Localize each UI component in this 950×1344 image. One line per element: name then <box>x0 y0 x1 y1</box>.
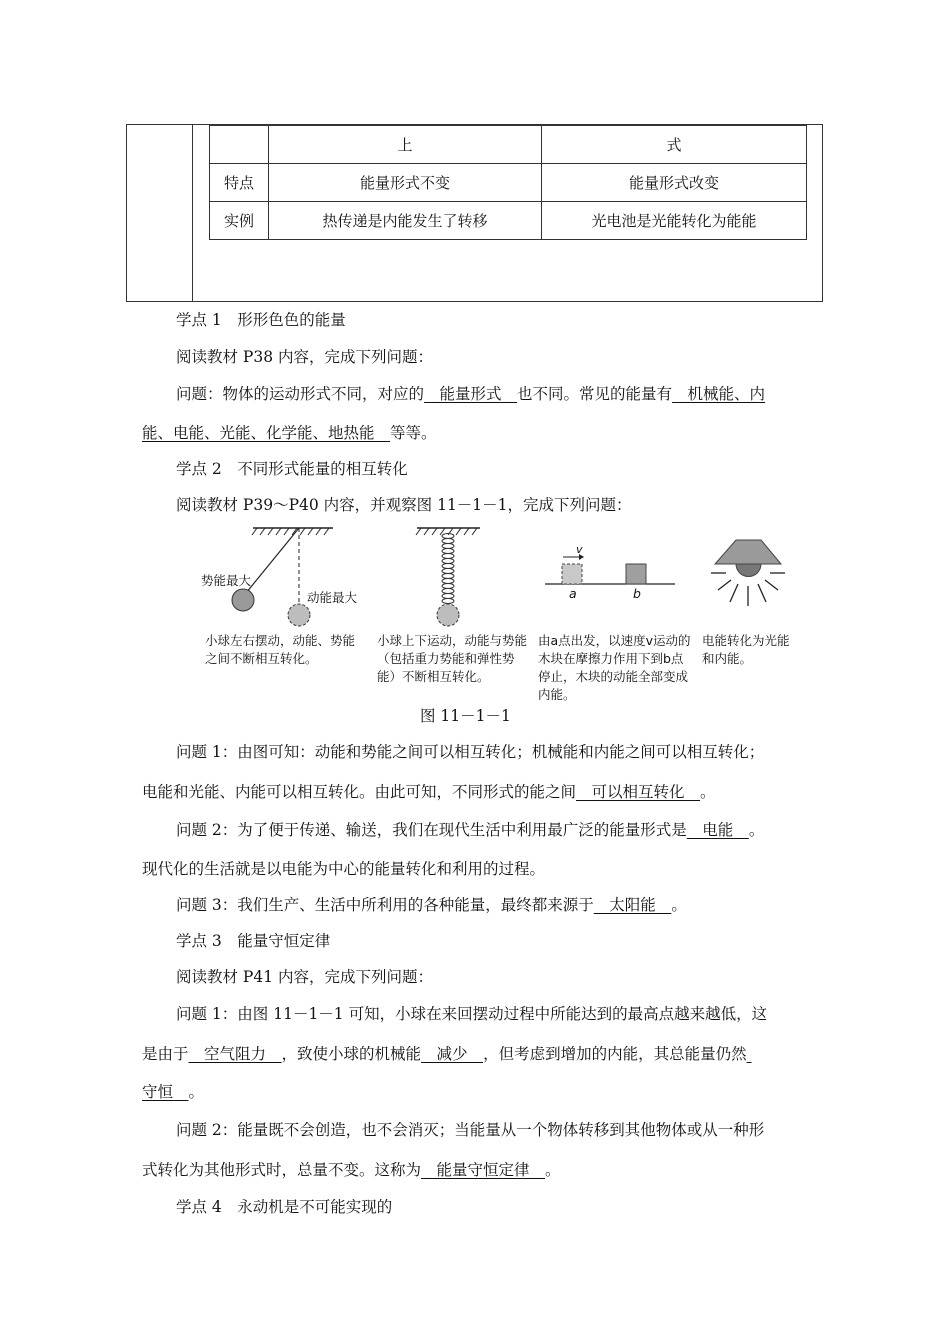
question-text: 。 <box>671 896 687 914</box>
section-2-q2-cont: 现代化的生活就是以电能为中心的能量转化和利用的过程。 <box>142 860 546 878</box>
label-potential-max: 势能最大 <box>201 573 252 588</box>
answer-blank <box>747 1045 752 1063</box>
section-3-q1-cont2 <box>142 1080 204 1102</box>
answer-blank: 机械能、内 <box>672 385 766 403</box>
figure-caption-pendulum: 小球左右摆动，动能、势能之间不断相互转化。 <box>205 633 356 666</box>
section-3-title: 学点 3 能量守恒定律 <box>176 932 331 950</box>
question-text: 。 <box>545 1161 561 1179</box>
lamp-diagram <box>711 540 785 606</box>
answer-blank: 电能 <box>686 821 749 839</box>
section-2-q3 <box>176 893 687 915</box>
table-cell: 实例 <box>210 202 269 240</box>
answer-blank: 空气阻力 <box>188 1045 282 1063</box>
table-header-row <box>210 126 807 164</box>
label-velocity: v <box>576 543 583 556</box>
section-3-q1-cont <box>142 1042 752 1064</box>
section-2-q1: 问题 1：由图可知：动能和势能之间可以相互转化；机械能和内能之间可以相互转化； <box>176 743 765 761</box>
figure-caption-spring: 小球上下运动，动能与势能（包括重力势能和弹性势能）不断相互转化。 <box>377 633 528 684</box>
question-text: 问题 2：为了便于传递、输送，我们在现代生活中利用最广泛的能量形式是 <box>176 821 687 839</box>
section-2-title: 学点 2 不同形式能量的相互转化 <box>176 460 408 478</box>
table-cell: 式 <box>542 126 807 164</box>
figure-drawing <box>195 520 795 720</box>
section-1-question-cont <box>142 421 437 443</box>
section-1-question <box>176 382 765 404</box>
answer-blank: 可以相互转化 <box>576 783 701 801</box>
question-text: 是由于 <box>142 1045 189 1063</box>
section-2-q1-cont <box>142 780 716 802</box>
question-text: 问题 3：我们生产、生活中所利用的各种能量，最终都来源于 <box>176 896 594 914</box>
table-cell: 光电池是光能转化为能能 <box>542 202 807 240</box>
question-text: 电能和光能、内能可以相互转化。由此可知，不同形式的能之间 <box>142 783 577 801</box>
answer-blank: 守恒 <box>142 1083 189 1101</box>
answer-blank: 能量形式 <box>424 385 518 403</box>
table-cell <box>210 126 269 164</box>
answer-blank: 能量守恒定律 <box>421 1161 546 1179</box>
question-text: 等等。 <box>390 424 437 442</box>
section-3-q2: 问题 2：能量既不会创造，也不会消灭；当能量从一个物体转移到其他物体或从一种形 <box>176 1121 765 1139</box>
section-2-intro: 阅读教材 P39～P40 内容，并观察图 11－1－1，完成下列问题： <box>176 496 632 514</box>
question-text: ，但考虑到增加的内能，其总能量仍然 <box>483 1045 747 1063</box>
label-point-a: a <box>569 586 577 601</box>
question-text: 。 <box>700 783 716 801</box>
transfer-transform-table <box>209 125 807 240</box>
spring-diagram <box>416 528 480 626</box>
section-1-title: 学点 1 形形色色的能量 <box>176 311 346 329</box>
table-row <box>210 202 807 240</box>
section-3-q1: 问题 1：由图 11－1－1 可知，小球在来回摆动过程中所能达到的最高点越来越低，这 <box>176 1005 768 1023</box>
table-cell: 能量形式改变 <box>542 164 807 202</box>
label-point-b: b <box>633 586 641 601</box>
table-cell: 能量形式不变 <box>269 164 542 202</box>
table-cell: 热传递是内能发生了转移 <box>269 202 542 240</box>
answer-blank: 能、电能、光能、化学能、地热能 <box>142 424 391 442</box>
figure-caption-block: 由a点出发，以速度v运动的木块在摩擦力作用下到b点停止，木块的动能全部变成内能。 <box>538 633 691 702</box>
section-2-q2 <box>176 818 764 840</box>
section-4-title: 学点 4 永动机是不可能实现的 <box>176 1198 393 1216</box>
table-divider <box>192 124 193 302</box>
section-3-q2-cont <box>142 1158 561 1180</box>
question-text: ，致使小球的机械能 <box>281 1045 422 1063</box>
question-text: 问题：物体的运动形式不同，对应的 <box>176 385 425 403</box>
question-text: 式转化为其他形式时，总量不变。这称为 <box>142 1161 422 1179</box>
question-text: 。 <box>748 821 765 839</box>
section-3-intro: 阅读教材 P41 内容，完成下列问题： <box>176 968 434 986</box>
table-cell: 特点 <box>210 164 269 202</box>
answer-blank: 太阳能 <box>593 896 672 914</box>
question-text: 。 <box>188 1083 205 1101</box>
figure-title: 图 11－1－1 <box>420 707 511 725</box>
table-cell: 上 <box>269 126 542 164</box>
section-1-intro: 阅读教材 P38 内容，完成下列问题： <box>176 348 434 366</box>
figure-caption-lamp: 电能转化为光能和内能。 <box>702 633 790 666</box>
question-text: 也不同。常见的能量有 <box>517 385 673 403</box>
figure-11-1-1 <box>195 520 795 720</box>
label-kinetic-max: 动能最大 <box>307 590 358 605</box>
sliding-block-diagram <box>545 554 675 584</box>
table-row <box>210 164 807 202</box>
answer-blank: 减少 <box>421 1045 484 1063</box>
